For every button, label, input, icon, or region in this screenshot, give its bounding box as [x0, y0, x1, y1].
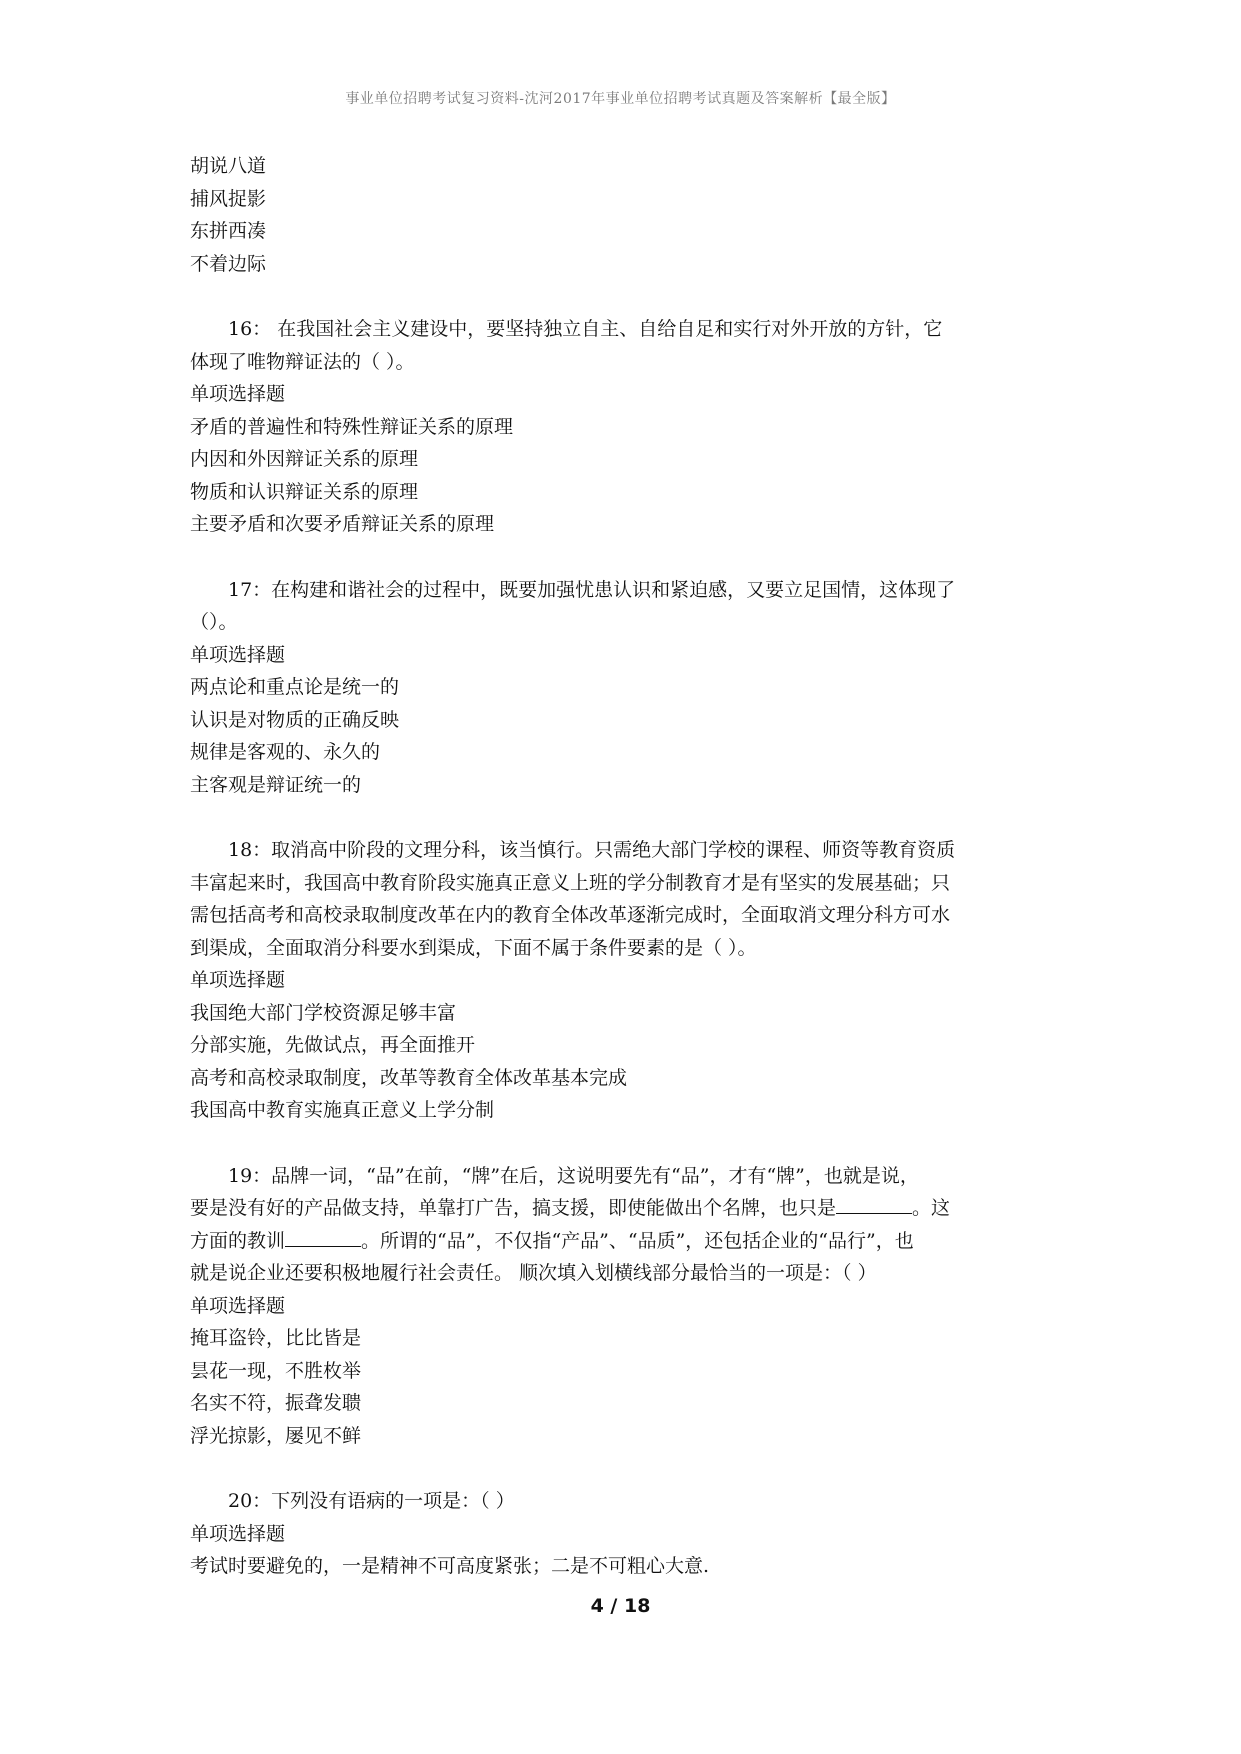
option: 认识是对物质的正确反映 — [190, 708, 400, 731]
stem-text: 。所谓的“品”，不仅指“产品”、“品质”，还包括企业的“品行”，也 — [361, 1229, 914, 1252]
question-stem: 19：品牌一词，“品”在前，“牌”在后，这说明要先有“品”，才有“牌”，也就是说， — [228, 1164, 919, 1187]
option: 主要矛盾和次要矛盾辩证关系的原理 — [190, 513, 495, 535]
option: 两点论和重点论是统一的 — [190, 676, 400, 698]
stem-text: 。这 — [912, 1197, 951, 1219]
question-type: 单项选择题 — [190, 643, 286, 666]
stem-text: 方面的教训 — [190, 1229, 286, 1252]
question-stem — [190, 1192, 1058, 1225]
question-stem: 体现了唯物辩证法的（ ）。 — [190, 350, 415, 373]
option: 名实不符，振聋发聩 — [190, 1392, 362, 1414]
stem-text: 要是没有好的产品做支持，单靠打广告，搞支援，即使能做出个名牌，也只是 — [190, 1197, 837, 1219]
option: 掩耳盗铃，比比皆是 — [190, 1327, 362, 1349]
document-body — [190, 150, 1058, 1583]
option: 捕风捉影 — [190, 187, 267, 210]
option: 高考和高校录取制度，改革等教育全体改革基本完成 — [190, 1066, 628, 1089]
fill-blank — [836, 1195, 912, 1214]
question-19 — [190, 1160, 1058, 1453]
option: 我国高中教育实施真正意义上学分制 — [190, 1099, 495, 1121]
question-17 — [190, 574, 1058, 802]
question-stem — [190, 1225, 1058, 1258]
option: 内因和外因辩证关系的原理 — [190, 448, 419, 470]
question-stem: 20：下列没有语病的一项是：（ ） — [228, 1490, 515, 1512]
question-18 — [190, 834, 1058, 1127]
question-16 — [190, 313, 1058, 541]
option: 物质和认识辩证关系的原理 — [190, 480, 419, 503]
question-type: 单项选择题 — [190, 969, 286, 991]
option: 东拼西凑 — [190, 220, 267, 242]
page-number: 4 / 18 — [590, 1595, 651, 1617]
page-header: 事业单位招聘考试复习资料-沈河2017年事业单位招聘考试真题及答案解析【最全版】 — [345, 91, 896, 107]
option: 分部实施，先做试点，再全面推开 — [190, 1034, 476, 1056]
option: 昙花一现，不胜枚举 — [190, 1359, 362, 1382]
question-20 — [190, 1485, 1058, 1583]
option: 我国绝大部门学校资源足够丰富 — [190, 1001, 457, 1024]
question-stem: 就是说企业还要积极地履行社会责任。 顺次填入划横线部分最恰当的一项是：（ ） — [190, 1262, 877, 1284]
question-stem: 18：取消高中阶段的文理分科，该当慎行。只需绝大部门学校的课程、师资等教育资质 — [228, 839, 956, 861]
option: 考试时要避免的，一是精神不可高度紧张；二是不可粗心大意. — [190, 1555, 710, 1577]
option: 浮光掠影，屡见不鲜 — [190, 1424, 362, 1447]
option: 主客观是辩证统一的 — [190, 773, 362, 796]
question-type: 单项选择题 — [190, 1294, 286, 1317]
question-stem: 丰富起来时，我国高中教育阶段实施真正意义上班的学分制教育才是有坚实的发展基础；只 — [190, 871, 951, 894]
option: 不着边际 — [190, 252, 267, 275]
question-stem: 需包括高考和高校录取制度改革在内的教育全体改革逐渐完成时，全面取消文理分科方可水 — [190, 904, 951, 926]
question-type: 单项选择题 — [190, 1522, 286, 1545]
fill-blank — [285, 1228, 361, 1247]
question-stem: 到渠成，全面取消分科要水到渠成，下面不属于条件要素的是（ ）。 — [190, 936, 757, 959]
option: 胡说八道 — [190, 155, 267, 177]
previous-question-options — [190, 150, 1058, 280]
option: 矛盾的普遍性和特殊性辩证关系的原理 — [190, 415, 514, 438]
option: 规律是客观的、永久的 — [190, 741, 381, 763]
question-stem: （）。 — [190, 611, 238, 633]
question-stem: 16： 在我国社会主义建设中，要坚持独立自主、自给自足和实行对外开放的方针，它 — [228, 318, 943, 340]
question-type: 单项选择题 — [190, 383, 286, 405]
question-stem: 17：在构建和谐社会的过程中，既要加强忧患认识和紧迫感，又要立足国情，这体现了 — [228, 578, 956, 601]
